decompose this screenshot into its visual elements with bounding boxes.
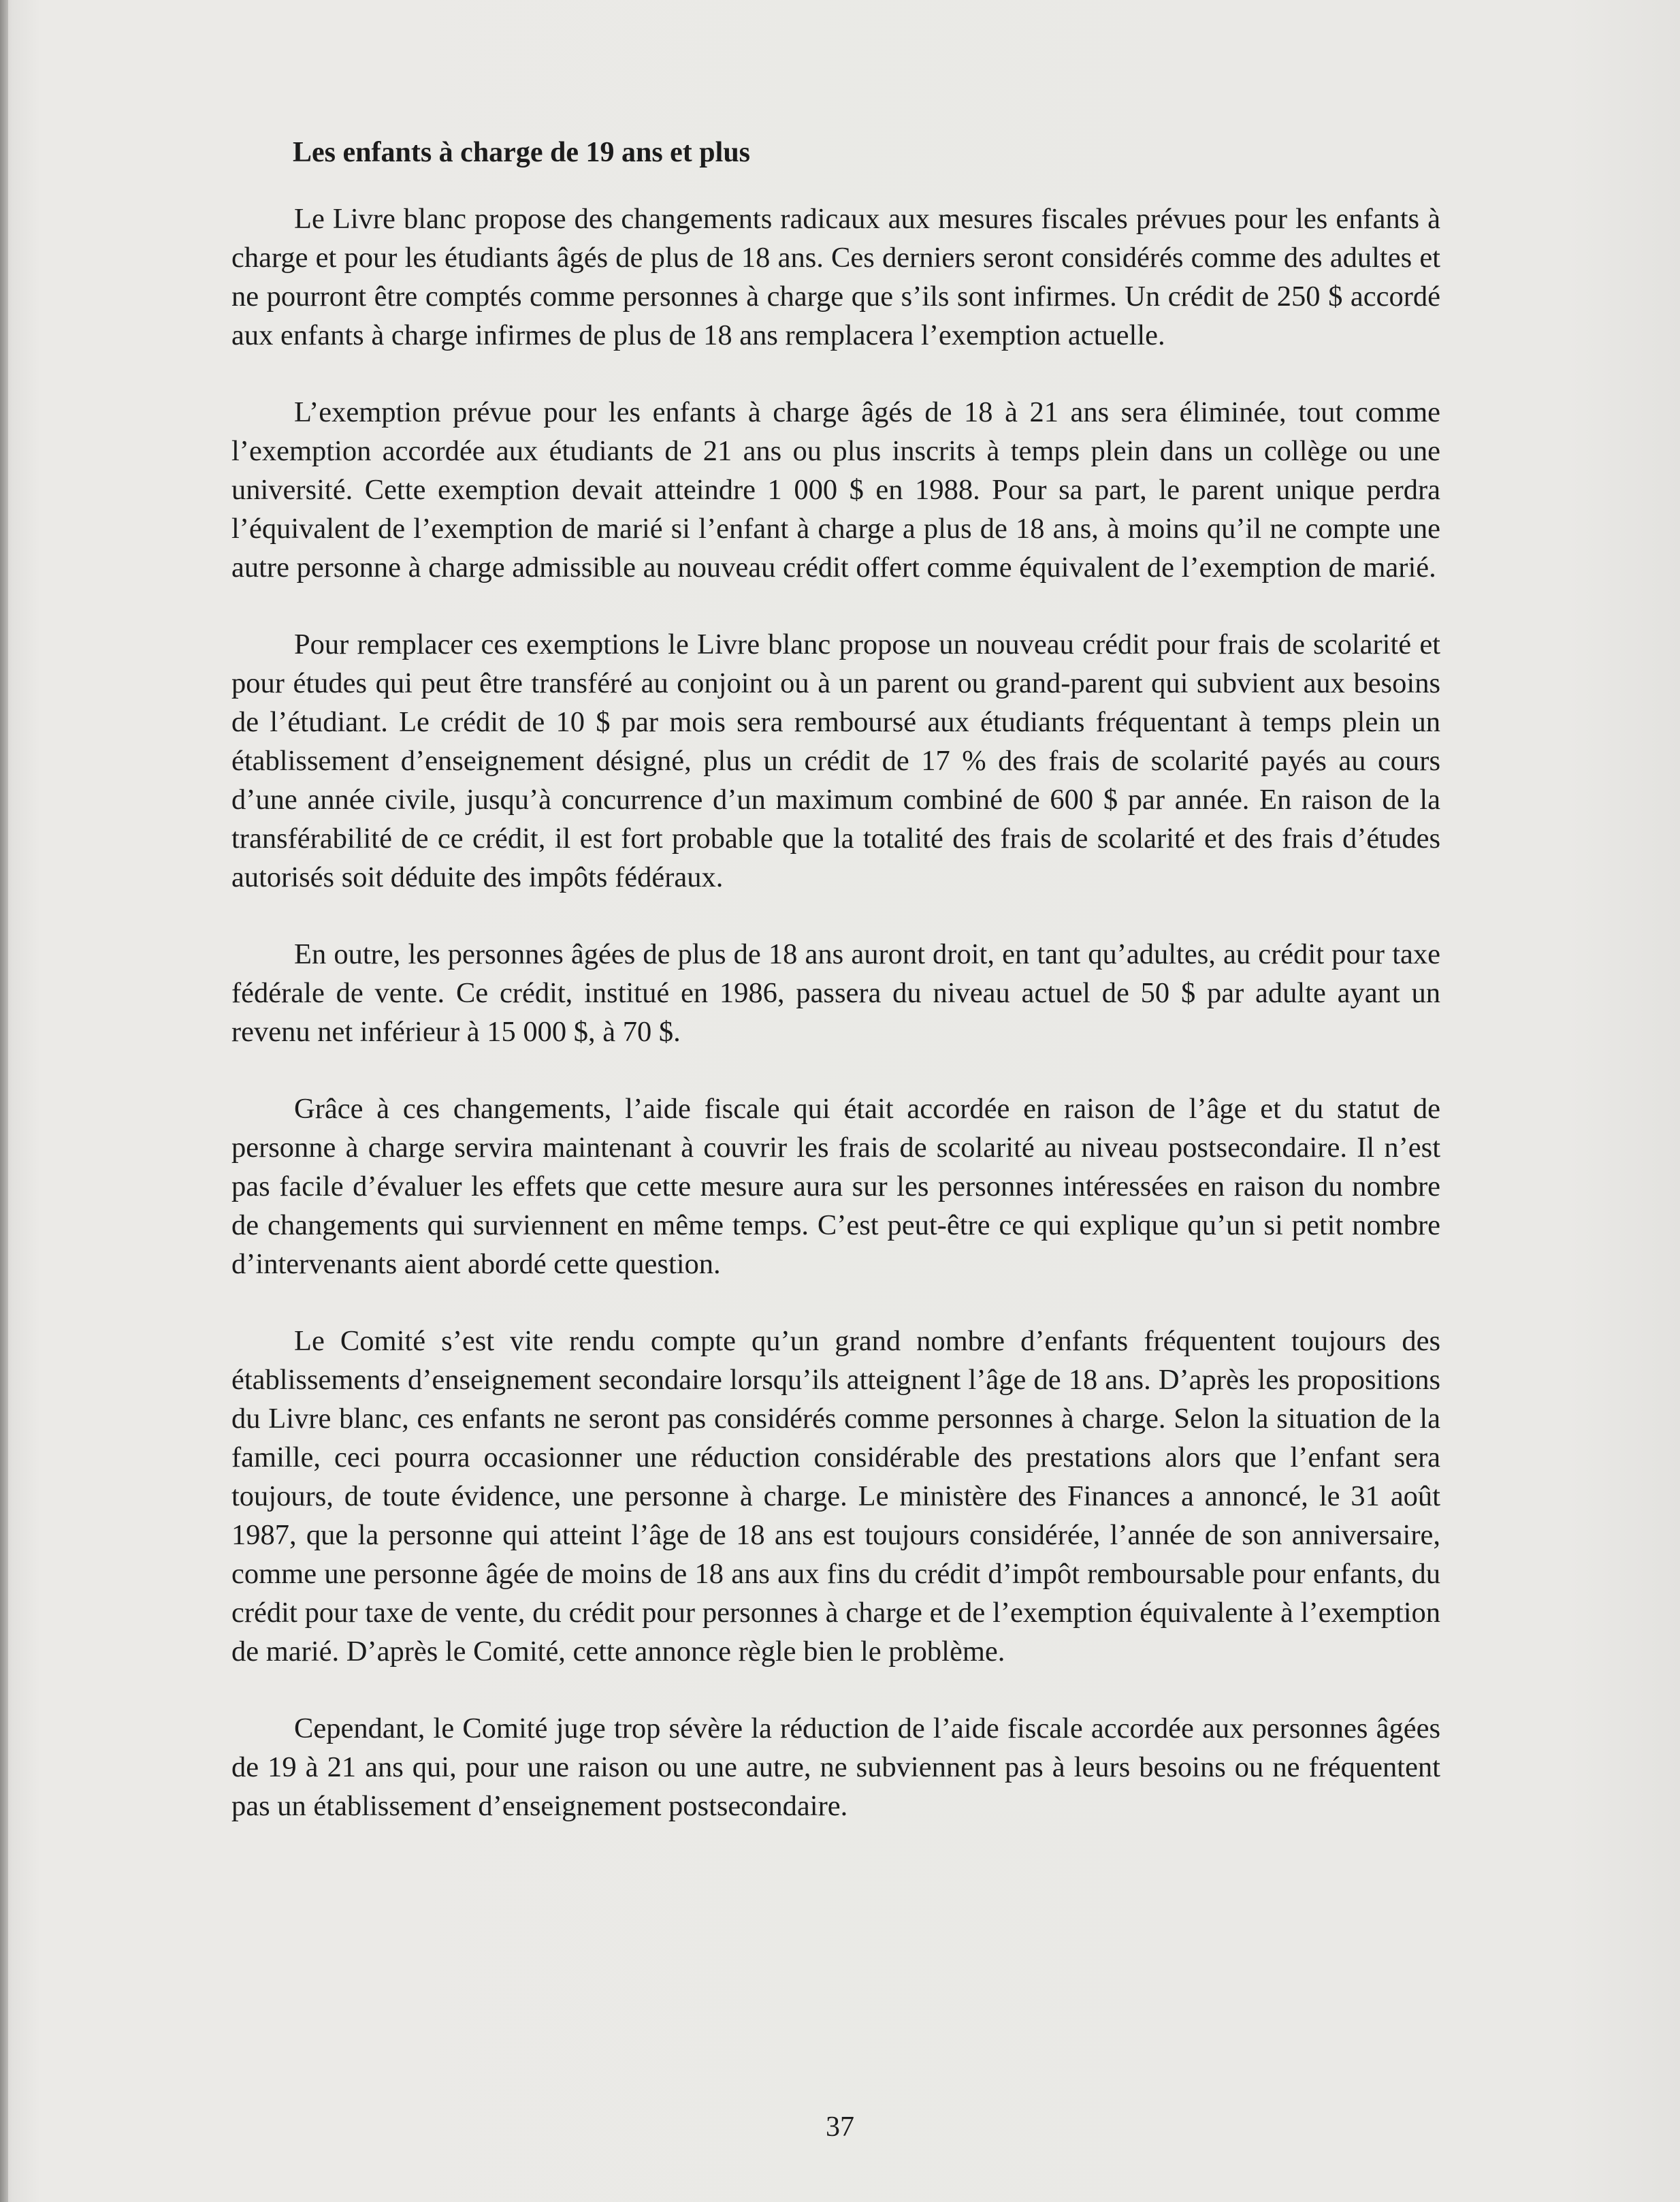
paragraph-7: Cependant, le Comité juge trop sévère la réduction de l’aide fiscale accordée aux personnes âgées de 19 à 21 ans qui, pour une raison ou une autre, ne subviennent pas à leurs besoins ou ne fréquentent pas un établissement d’enseignement postsecondaire. bbox=[231, 1712, 1440, 1822]
paragraph-3: Pour remplacer ces exemptions le Livre blanc propose un nouveau crédit pour frais de scolarité et pour études qui peut être transféré au conjoint ou à un parent ou grand-parent qui subvient aux besoins de l’étudiant. Le crédit de 10 $ par mois sera remboursé aux étudiants fréquentant à temps plein un établissement d’enseignement désigné, plus un crédit de 17 % des frais de scolarité payés au cours d’une année civile, jusqu’à concurrence d’un maximum combiné de 600 $ par année. En raison de la transférabilité de ce crédit, il est fort probable que la totalité des frais de scolarité et des frais d’études autorisés soit déduite des impôts fédéraux. bbox=[231, 628, 1440, 893]
paragraph-5: Grâce à ces changements, l’aide fiscale qui était accordée en raison de l’âge et du statut de personne à charge servira maintenant à couvrir les frais de scolarité au niveau postsecondaire. Il n’est pas facile d’évaluer les effets que cette mesure aura sur les personnes intéressées en raison du nombre de changements qui surviennent en même temps. C’est peut-être ce qui explique qu’un si petit nombre d’intervenants aient abordé cette question. bbox=[231, 1093, 1440, 1280]
page-number: 37 bbox=[826, 2111, 854, 2143]
document-body bbox=[231, 133, 1440, 1864]
paragraph-2: L’exemption prévue pour les enfants à charge âgés de 18 à 21 ans sera éliminée, tout comme l’exemption accordée aux étudiants de 21 ans ou plus inscrits à temps plein dans un collège ou une université. Cette exemption devait atteindre 1 000 $ en 1988. Pour sa part, le parent unique perdra l’équivalent de l’exemption de marié si l’enfant à charge a plus de 18 ans, à moins qu’il ne compte une autre personne à charge admissible au nouveau crédit offert comme équivalent de l’exemption de marié. bbox=[231, 396, 1440, 584]
paragraph-1: Le Livre blanc propose des changements radicaux aux mesures fiscales prévues pour les enfants à charge et pour les étudiants âgés de plus de 18 ans. Ces derniers seront considérés comme des adultes et ne pourront être comptés comme personnes à charge que s’ils sont infirmes. Un crédit de 250 $ accordé aux enfants à charge infirmes de plus de 18 ans remplacera l’exemption actuelle. bbox=[231, 203, 1440, 351]
paragraph-4: En outre, les personnes âgées de plus de 18 ans auront droit, en tant qu’adultes, au crédit pour taxe fédérale de vente. Ce crédit, institué en 1986, passera du niveau actuel de 50 $ par adulte ayant un revenu net inférieur à 15 000 $, à 70 $. bbox=[231, 938, 1440, 1048]
paragraph-6: Le Comité s’est vite rendu compte qu’un grand nombre d’enfants fréquentent toujours des établissements d’enseignement secondaire lorsqu’ils atteignent l’âge de 18 ans. D’après les propositions du Livre blanc, ces enfants ne seront pas considérés comme personnes à charge. Selon la situation de la famille, ceci pourra occasionner une réduction considérable des prestations alors que l’enfant sera toujours, de toute évidence, une personne à charge. Le ministère des Finances a annoncé, le 31 août 1987, que la personne qui atteint l’âge de 18 ans est toujours considérée, l’année de son anniversaire, comme une personne âgée de moins de 18 ans aux fins du crédit d’impôt remboursable pour enfants, du crédit pour taxe de vente, du crédit pour personnes à charge et de l’exemption équivalente à l’exemption de marié. D’après le Comité, cette annonce règle bien le problème. bbox=[231, 1325, 1440, 1668]
page-binding-edge bbox=[0, 0, 8, 2202]
section-heading: Les enfants à charge de 19 ans et plus bbox=[293, 137, 751, 168]
